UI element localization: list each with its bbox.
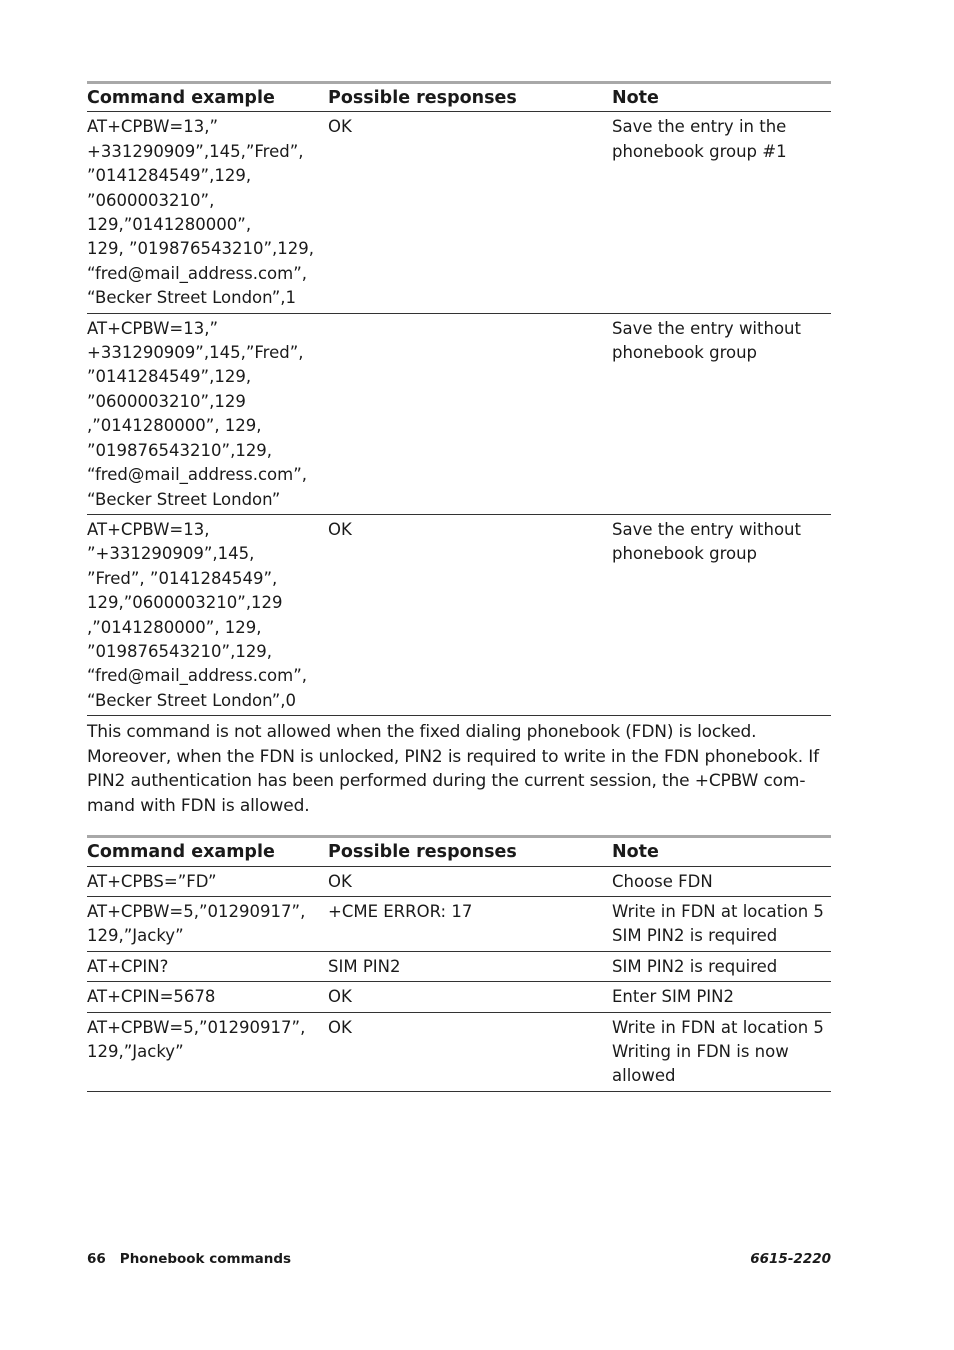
response-cell: OK bbox=[328, 514, 612, 715]
document-number: 6615-2220 bbox=[750, 1251, 831, 1267]
command-cell: AT+CPIN? bbox=[87, 951, 328, 981]
header-command-example: Command example bbox=[87, 88, 275, 108]
header-possible-responses: Possible responses bbox=[328, 88, 517, 108]
page-number: 66 bbox=[87, 1251, 106, 1267]
response-cell: SIM PIN2 bbox=[328, 951, 612, 981]
note-cell: Write in FDN at location 5 Writing in FDN is now allowed bbox=[612, 1012, 831, 1091]
table-row bbox=[87, 1012, 831, 1091]
header-command-example: Command example bbox=[87, 842, 275, 863]
response-cell: OK bbox=[328, 982, 612, 1012]
table-header-row bbox=[87, 83, 831, 112]
footer-left bbox=[87, 1251, 291, 1267]
note-cell: Write in FDN at location 5 SIM PIN2 is required bbox=[612, 896, 831, 951]
section-spacer bbox=[87, 818, 831, 835]
response-cell: +CME ERROR: 17 bbox=[328, 896, 612, 951]
note-cell: SIM PIN2 is required bbox=[612, 951, 831, 981]
command-cell: AT+CPBW=13,” +331290909”,145,”Fred”, ”0141284549”,129, ”0600003210”,129 ,”0141280000”, 129, ”019876543210”,129, “fred@mail_address.com”, “Becker Street London” bbox=[87, 313, 328, 514]
command-cell: AT+CPBW=13, ”+331290909”,145, ”Fred”, ”0141284549”, 129,”0600003210”,129 ,”0141280000”, 129, ”019876543210”,129, “fred@mail_address.com”, “Becker Street London”,0 bbox=[87, 514, 328, 715]
command-table-1 bbox=[87, 81, 831, 716]
note-cell: Choose FDN bbox=[612, 866, 831, 896]
header-note: Note bbox=[612, 88, 659, 108]
header-possible-responses: Possible responses bbox=[328, 842, 517, 863]
note-cell: Enter SIM PIN2 bbox=[612, 982, 831, 1012]
page-content bbox=[87, 81, 831, 1092]
table-row bbox=[87, 866, 831, 896]
command-cell: AT+CPIN=5678 bbox=[87, 982, 328, 1012]
table-row bbox=[87, 896, 831, 951]
note-cell: Save the entry in the phonebook group #1 bbox=[612, 112, 831, 313]
response-cell: OK bbox=[328, 1012, 612, 1091]
table-header-row bbox=[87, 837, 831, 866]
command-cell: AT+CPBS=”FD” bbox=[87, 866, 328, 896]
response-cell: OK bbox=[328, 866, 612, 896]
fdn-note-paragraph: This command is not allowed when the fixed dialing phonebook (FDN) is locked. Moreover, when the FDN is unlocked, PIN2 is required to write in the FDN phonebook. If PIN2 authentication has been performed during the current session, the +CPBW com-mand with FDN is allowed. bbox=[87, 722, 819, 816]
table-row bbox=[87, 982, 831, 1012]
table-row bbox=[87, 514, 831, 715]
section-name: Phonebook commands bbox=[119, 1251, 292, 1267]
table-row bbox=[87, 951, 831, 981]
response-cell bbox=[328, 313, 612, 514]
table-row bbox=[87, 112, 831, 313]
header-note: Note bbox=[612, 842, 659, 863]
response-cell: OK bbox=[328, 112, 612, 313]
command-table-2 bbox=[87, 835, 831, 1092]
command-cell: AT+CPBW=5,”01290917”, 129,”Jacky” bbox=[87, 1012, 328, 1091]
note-cell: Save the entry without phonebook group bbox=[612, 313, 831, 514]
command-cell: AT+CPBW=5,”01290917”, 129,”Jacky” bbox=[87, 896, 328, 951]
table-row bbox=[87, 313, 831, 514]
note-cell: Save the entry without phonebook group bbox=[612, 514, 831, 715]
command-cell: AT+CPBW=13,” +331290909”,145,”Fred”, ”0141284549”,129, ”0600003210”, 129,”0141280000”, 129, ”019876543210”,129, “fred@mail_address.com”, “Becker Street London”,1 bbox=[87, 112, 328, 313]
